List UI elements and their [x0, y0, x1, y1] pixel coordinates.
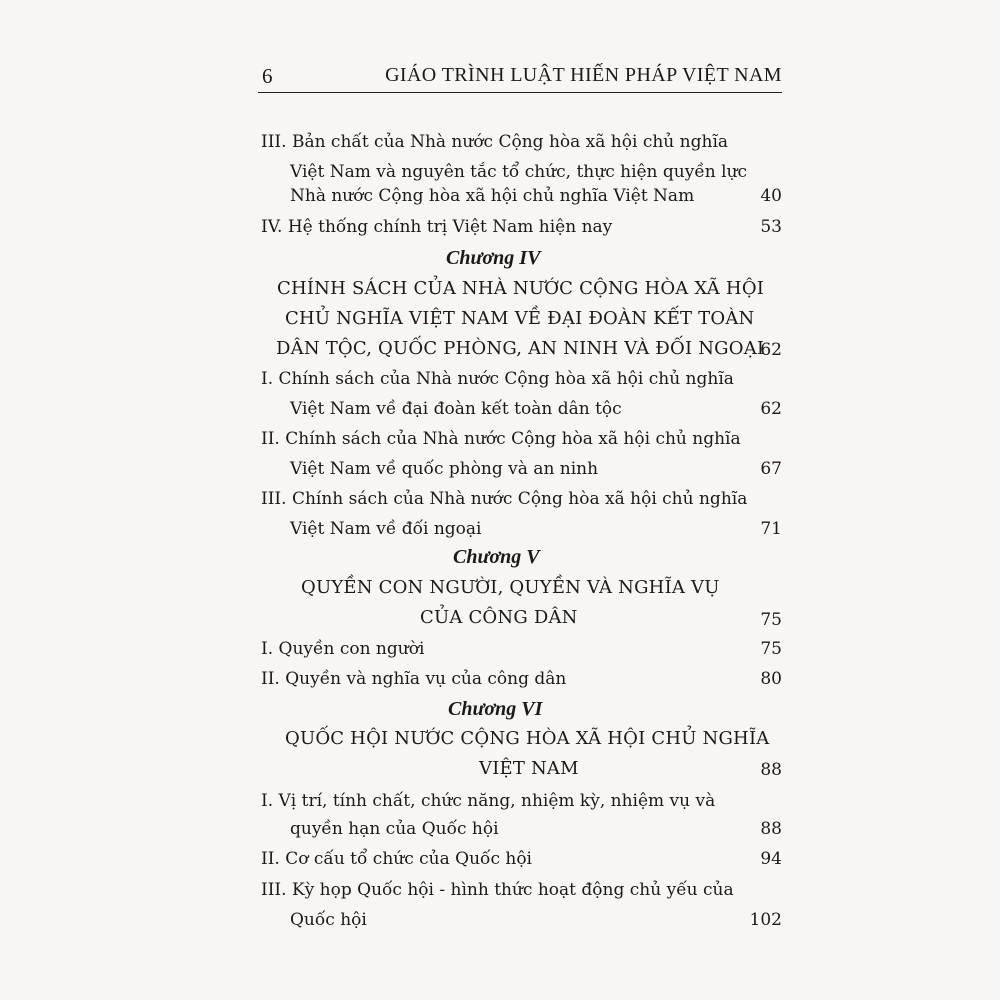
chapter-title-line: VIỆT NAM: [479, 758, 579, 779]
chapter-title-line: CỦA CÔNG DÂN: [420, 607, 578, 628]
chapter-label: Chương VI: [448, 698, 543, 720]
toc-entry-line: II. Chính sách của Nhà nước Cộng hòa xã hội chủ nghĩa: [261, 429, 741, 449]
toc-page-number: 75: [760, 610, 782, 630]
toc-entry-line: Việt Nam về đối ngoại: [290, 519, 482, 539]
toc-entry-line: Việt Nam về quốc phòng và an ninh: [290, 459, 599, 479]
toc-page-number: 53: [760, 217, 782, 237]
chapter-title-line: QUYỀN CON NGƯỜI, QUYỀN VÀ NGHĨA VỤ: [301, 577, 720, 598]
toc-entry-line: Nhà nước Cộng hòa xã hội chủ nghĩa Việt Nam: [290, 186, 695, 206]
toc-page-number: 102: [749, 910, 782, 930]
toc-entry-line: II. Cơ cấu tổ chức của Quốc hội: [261, 849, 532, 869]
toc-entry-line: IV. Hệ thống chính trị Việt Nam hiện nay: [261, 217, 613, 237]
toc-page-number: 40: [760, 186, 782, 206]
page-header: [258, 62, 782, 93]
chapter-title-line: CHỦ NGHĨA VIỆT NAM VỀ ĐẠI ĐOÀN KẾT TOÀN: [285, 308, 755, 329]
toc-page-number: 94: [760, 849, 782, 869]
toc-page-number: 75: [760, 639, 782, 659]
chapter-title-line: DÂN TỘC, QUỐC PHÒNG, AN NINH VÀ ĐỐI NGOẠI: [276, 338, 765, 359]
chapter-label: Chương V: [453, 546, 540, 568]
toc-page-number: 80: [760, 669, 782, 689]
toc-page-number: 67: [760, 459, 782, 479]
toc-entry-line: Quốc hội: [290, 910, 367, 930]
toc-page-number: 88: [760, 819, 782, 839]
toc-entry-line: III. Kỳ họp Quốc hội - hình thức hoạt động chủ yếu của: [261, 880, 734, 900]
toc-entry-line: III. Bản chất của Nhà nước Cộng hòa xã hội chủ nghĩa: [261, 132, 729, 152]
toc-page-number: 62: [760, 399, 782, 419]
toc-page-number: 71: [760, 519, 782, 539]
running-title: GIÁO TRÌNH LUẬT HIẾN PHÁP VIỆT NAM: [385, 64, 782, 86]
toc-entry-line: I. Quyền con người: [261, 639, 425, 659]
toc-entry-line: III. Chính sách của Nhà nước Cộng hòa xã hội chủ nghĩa: [261, 489, 748, 509]
toc-entry-line: Việt Nam và nguyên tắc tổ chức, thực hiện quyền lực: [290, 162, 748, 182]
chapter-title-line: QUỐC HỘI NƯỚC CỘNG HÒA XÃ HỘI CHỦ NGHĨA: [285, 728, 770, 749]
toc-entry-line: II. Quyền và nghĩa vụ của công dân: [261, 669, 567, 689]
page-number: 6: [262, 64, 273, 88]
toc-entry-line: Việt Nam về đại đoàn kết toàn dân tộc: [290, 399, 622, 419]
toc-page-number: 62: [760, 340, 782, 360]
toc-entry-line: I. Vị trí, tính chất, chức năng, nhiệm kỳ, nhiệm vụ và: [261, 791, 716, 811]
chapter-title-line: CHÍNH SÁCH CỦA NHÀ NƯỚC CỘNG HÒA XÃ HỘI: [277, 278, 765, 299]
toc-entry-line: quyền hạn của Quốc hội: [290, 819, 499, 839]
toc-entry-line: I. Chính sách của Nhà nước Cộng hòa xã hội chủ nghĩa: [261, 369, 734, 389]
toc-page-number: 88: [760, 760, 782, 780]
chapter-label: Chương IV: [446, 247, 541, 269]
